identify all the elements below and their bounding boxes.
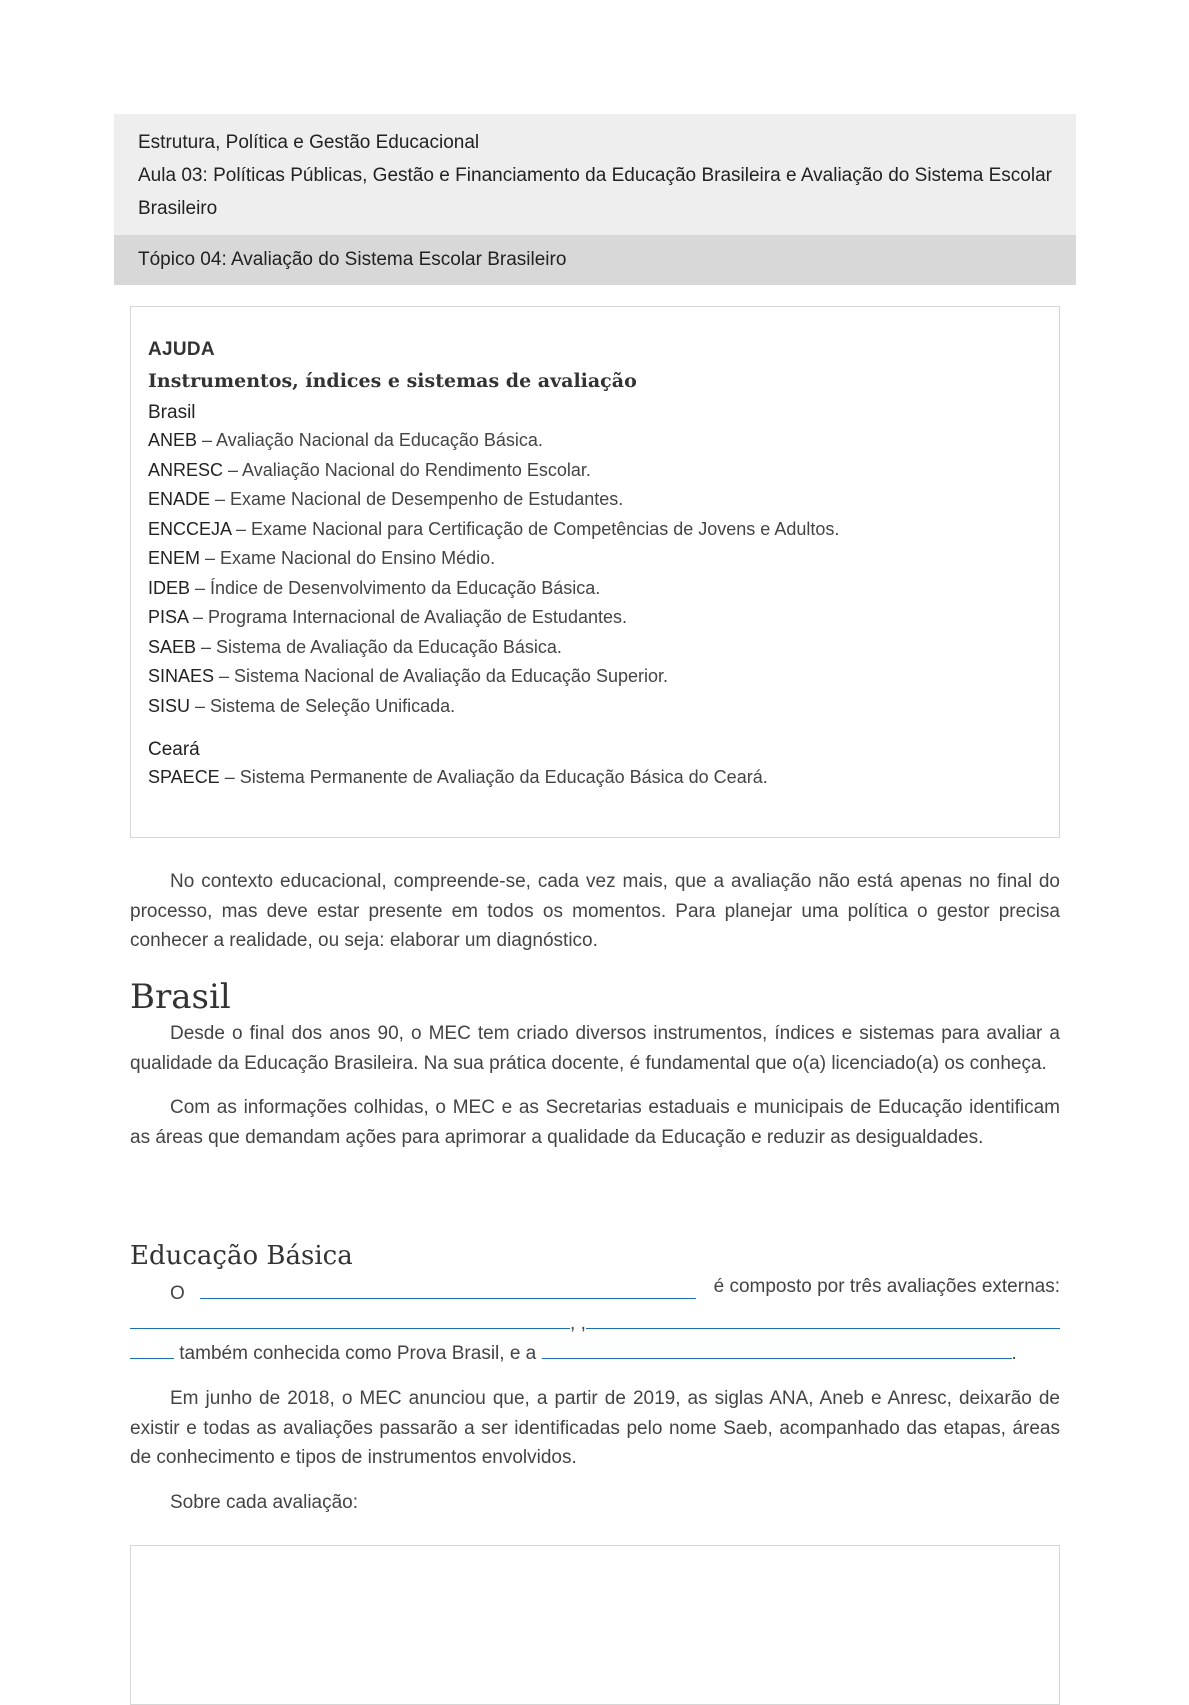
fill-text: . [1011, 1343, 1017, 1364]
paragraph: Sobre cada avaliação: [170, 1491, 359, 1513]
help-item-desc: – Sistema de Seleção Unificada. [190, 695, 456, 716]
lesson-header [114, 114, 1076, 285]
paragraph: No contexto educacional, compreende-se, cada vez mais, que a avaliação não está apenas no final do processo, mas deve estar presente em todos os momentos. Para planejar uma política o gestor precisa conhecer a realidade, ou seja: elaborar um diagnóstico. [130, 871, 1060, 951]
help-item-acronym: ANEB [148, 430, 198, 450]
help-item-desc: – Exame Nacional de Desempenho de Estudantes. [210, 489, 624, 509]
lesson-title: Aula 03: Políticas Públicas, Gestão e Financiamento da Educação Brasileira e Avaliação do Sistema Escolar Brasileiro [138, 165, 1052, 219]
paragraph: Em junho de 2018, o MEC anunciou que, a partir de 2019, as siglas ANA, Aneb e Anresc, deixarão de existir e todas as avaliações passarão a ser identificadas pelo nome Saeb, acompanhado das etapas, áreas de conhecimento e tipos de instrumentos envolvidos. [130, 1388, 1060, 1468]
help-box [130, 306, 1060, 838]
help-item-acronym: SAEB [148, 636, 197, 657]
help-item [148, 544, 1041, 574]
help-item [148, 603, 1041, 633]
help-item-desc: – Sistema de Avaliação da Educação Básica. [196, 636, 562, 657]
help-item-acronym: SPAECE [148, 767, 220, 787]
help-item-desc: – Sistema Nacional de Avaliação da Educação Superior. [214, 666, 668, 686]
fill-text: também conhecida como Prova Brasil, e a [179, 1343, 537, 1364]
brasil-section [130, 975, 1060, 1152]
help-item-acronym: ANRESC [148, 459, 224, 480]
intro-section [130, 867, 1060, 956]
help-item [148, 426, 1041, 456]
help-item-acronym: SINAES [148, 666, 215, 686]
help-region-ceara: Ceará [148, 739, 200, 760]
help-item-desc: – Sistema Permanente de Avaliação da Educação Básica do Ceará. [219, 767, 768, 787]
fill-row [130, 1306, 1060, 1335]
fill-text: , [580, 1313, 586, 1334]
help-list-brasil [148, 426, 1041, 721]
fill-text: é composto por três avaliações externas: [713, 1276, 1060, 1297]
paragraph: Com as informações colhidas, o MEC e as Secretarias estaduais e municipais de Educação identificam as áreas que demandam ações para aprimorar a qualidade da Educação e reduzir as desigualdades. [130, 1097, 1060, 1148]
help-item [148, 515, 1041, 545]
help-item-acronym: ENEM [148, 548, 201, 568]
help-item [148, 692, 1041, 722]
help-item-desc: – Exame Nacional para Certificação de Competências de Jovens e Adultos. [231, 518, 840, 539]
help-item-acronym: ENADE [148, 489, 211, 509]
fill-row [130, 1336, 1060, 1365]
fill-in-blank-block [130, 1276, 1060, 1386]
help-item [148, 456, 1041, 486]
help-item-desc: – Programa Internacional de Avaliação de Estudantes. [188, 607, 627, 627]
help-subtitle: Instrumentos, índices e sistemas de avaliação [148, 370, 637, 392]
help-item-desc: – Avaliação Nacional do Rendimento Escolar. [223, 459, 591, 480]
topic-title: Tópico 04: Avaliação do Sistema Escolar Brasileiro [114, 235, 1076, 285]
blank-field-3[interactable] [586, 1306, 1060, 1329]
educacao-basica-section [130, 1238, 1060, 1274]
help-item-desc: – Índice de Desenvolvimento da Educação Básica. [190, 577, 601, 598]
blank-field-3-continued[interactable] [130, 1336, 174, 1359]
help-item-acronym: PISA [148, 607, 189, 627]
saeb-section [130, 1384, 1060, 1517]
help-item-acronym: ENCCEJA [148, 518, 232, 539]
help-item [148, 633, 1041, 663]
help-item [148, 485, 1041, 515]
help-region-brasil: Brasil [148, 402, 196, 423]
fill-text: O [170, 1283, 185, 1304]
section-heading-educacao-basica: Educação Básica [130, 1241, 353, 1271]
help-item-acronym: SISU [148, 695, 191, 716]
help-title: AJUDA [148, 339, 215, 360]
evaluation-box [130, 1545, 1060, 1705]
blank-field-2[interactable] [130, 1306, 570, 1329]
blank-field-4[interactable] [542, 1336, 1012, 1359]
help-item [148, 763, 1041, 793]
help-item-desc: – Avaliação Nacional da Educação Básica. [197, 430, 543, 450]
section-heading-brasil: Brasil [130, 977, 231, 1017]
fill-text: , [570, 1313, 576, 1334]
help-item-desc: – Exame Nacional do Ensino Médio. [200, 548, 496, 568]
paragraph: Desde o final dos anos 90, o MEC tem criado diversos instrumentos, índices e sistemas para avaliar a qualidade da Educação Brasileira. Na sua prática docente, é fundamental que o(a) licenciado(a) os conheça. [130, 1023, 1060, 1074]
fill-row [170, 1276, 1060, 1305]
course-title: Estrutura, Política e Gestão Educacional [138, 132, 480, 153]
help-item [148, 662, 1041, 692]
help-item [148, 574, 1041, 604]
blank-field-1[interactable] [200, 1276, 696, 1299]
help-item-acronym: IDEB [148, 577, 191, 598]
lesson-header-top [114, 114, 1076, 235]
